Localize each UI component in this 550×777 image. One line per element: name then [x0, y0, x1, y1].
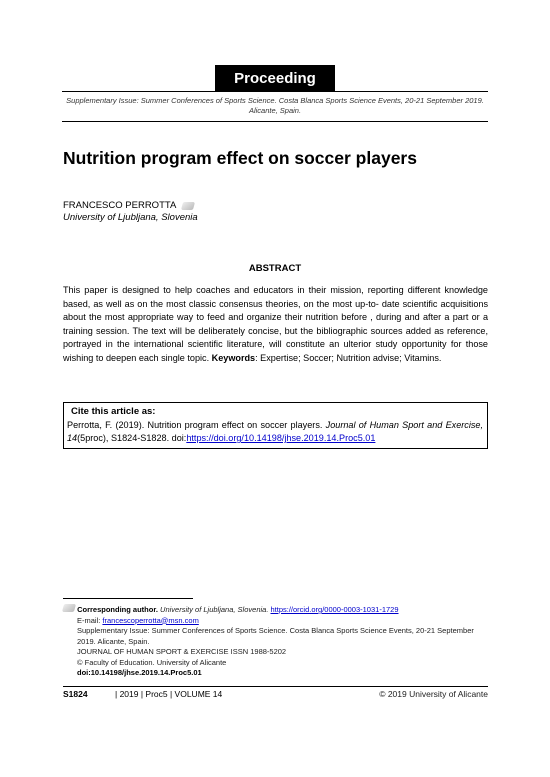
proceeding-banner: Proceeding: [215, 65, 335, 91]
citation-authors: Perrotta, F. (2019). Nutrition program effect on soccer players.: [67, 420, 326, 430]
issue-meta: | 2019 | Proc5 | VOLUME 14: [115, 689, 223, 699]
envelope-icon: [62, 604, 76, 612]
email-label: E-mail:: [77, 615, 103, 625]
author-name: FRANCESCO PERROTTA: [63, 200, 177, 211]
corresponding-label: Corresponding author.: [77, 605, 158, 614]
footnote-doi: doi:10.14198/jhse.2019.14.Proc5.01: [77, 668, 202, 677]
doi-link[interactable]: https://doi.org/10.14198/jhse.2019.14.Proc5.01: [186, 433, 376, 443]
author-line: [63, 200, 194, 211]
header-rule-bottom: [62, 121, 488, 122]
footnote-faculty: © Faculty of Education. University of Alicante: [77, 657, 227, 667]
author-affiliation: University of Ljubljana, Slovenia: [63, 212, 198, 223]
abstract-heading: ABSTRACT: [248, 263, 302, 274]
keywords-label: Keywords: [211, 352, 256, 363]
header-rule: [62, 91, 488, 92]
keywords-list: : Expertise; Soccer; Nutrition advise; Vitamins.: [255, 352, 442, 363]
orcid-link[interactable]: https://orcid.org/0000-0003-1031-1729: [270, 605, 399, 614]
abstract-text: This paper is designed to help coaches and educators in their mission, reporting different knowledge based, as well as on the most classic consensus theories, on the most up-to- date scientific acquisitions about the most appropriate way to feed and organize their nutrition before , during and after a part or a training session. The text will be deliberately concise, but the bibliographic sources added as reference, portrayed in the international scientific literature, will constitute an ulterior study opportunity for those wishing to deepen each single topic.: [63, 285, 488, 363]
footnote-rule: [63, 598, 193, 599]
abstract-body: [63, 284, 488, 365]
envelope-icon[interactable]: [181, 202, 195, 210]
page-number: S1824: [63, 689, 88, 699]
footnote: [63, 604, 488, 679]
paper-title: Nutrition program effect on soccer players: [63, 148, 417, 168]
footnote-affiliation: University of Ljubljana, Slovenia.: [157, 605, 271, 614]
email-link[interactable]: francescoperrotta@msn.com: [102, 615, 199, 625]
cite-heading: Cite this article as:: [71, 406, 156, 417]
cite-box: [63, 402, 488, 449]
footnote-line-1: [63, 605, 399, 614]
citation-issue: (5proc), S1824-S1828. doi:: [77, 433, 187, 443]
supplementary-issue-note: Supplementary Issue: Summer Conferences of Sports Science. Costa Blanca Sports Science Events, 20-21 September 2019. Alicante, Spain.: [66, 96, 484, 115]
footnote-supplementary: Supplementary Issue: Summer Conferences of Sports Science. Costa Blanca Sports Science Events, 20-21 September 2019. Alicante, Spain.: [77, 626, 474, 646]
citation-text: [67, 419, 483, 445]
footnote-email-line: [63, 616, 488, 627]
citation-journal: Journal of Human Sport and Exercise, 14: [67, 420, 483, 443]
page-footer: [63, 686, 488, 699]
footnote-journal: JOURNAL OF HUMAN SPORT & EXERCISE ISSN 1988-5202: [77, 647, 287, 656]
copyright: © 2019 University of Alicante: [379, 689, 488, 699]
